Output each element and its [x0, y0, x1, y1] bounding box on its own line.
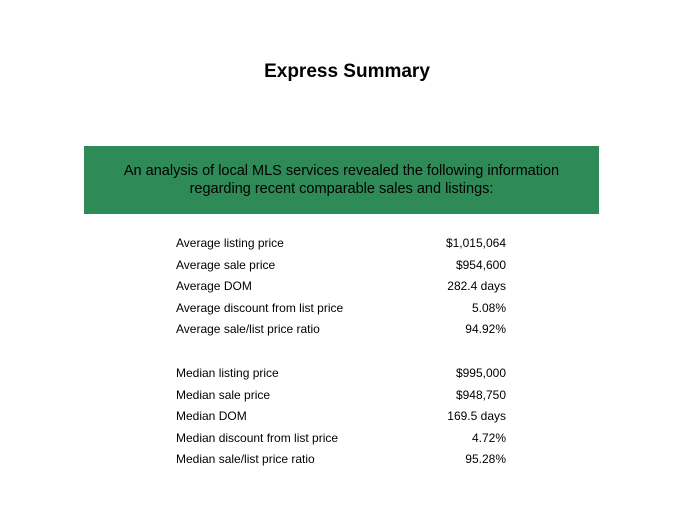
stat-row-average-dom: [176, 276, 506, 298]
stat-row-median-listing-price: [176, 363, 506, 385]
stat-value: $954,600: [455, 257, 506, 272]
stat-row-median-ratio: [176, 449, 506, 471]
stat-value: 95.28%: [465, 452, 506, 467]
stat-label: Average discount from list price: [176, 300, 344, 315]
median-stats-table: [176, 363, 506, 471]
stat-value: $1,015,064: [445, 236, 506, 250]
stat-label: Average DOM: [176, 279, 252, 294]
stat-value: $948,750: [455, 387, 506, 402]
stat-value: 169.5 days: [447, 409, 506, 424]
stat-row-average-listing-price: [176, 233, 506, 255]
stat-value: $995,000: [455, 366, 506, 380]
stat-value: 5.08%: [471, 300, 506, 315]
stat-label: Median DOM: [176, 409, 247, 424]
summary-banner: [84, 146, 599, 214]
stat-label: Median discount from list price: [176, 430, 339, 445]
stat-label: Median listing price: [176, 366, 279, 380]
stat-label: Median sale/list price ratio: [176, 452, 315, 467]
stat-row-median-discount: [176, 428, 506, 450]
stat-row-average-discount: [176, 298, 506, 320]
banner-text: An analysis of local MLS services revealed the following information regarding recent comparable sales and listings:: [123, 163, 560, 197]
stat-label: Average listing price: [176, 236, 284, 250]
page-title: Express Summary: [264, 61, 430, 82]
stat-value: 4.72%: [471, 430, 506, 445]
stat-label: Average sale price: [176, 257, 276, 272]
stat-row-median-sale-price: [176, 385, 506, 407]
stat-row-median-dom: [176, 406, 506, 428]
stat-label: Average sale/list price ratio: [176, 322, 320, 337]
stat-row-average-ratio: [176, 319, 506, 341]
stat-row-average-sale-price: [176, 255, 506, 277]
stat-label: Median sale price: [176, 387, 271, 402]
average-stats-table: [176, 233, 506, 341]
stat-value: 94.92%: [465, 322, 506, 337]
stat-value: 282.4 days: [447, 279, 506, 294]
